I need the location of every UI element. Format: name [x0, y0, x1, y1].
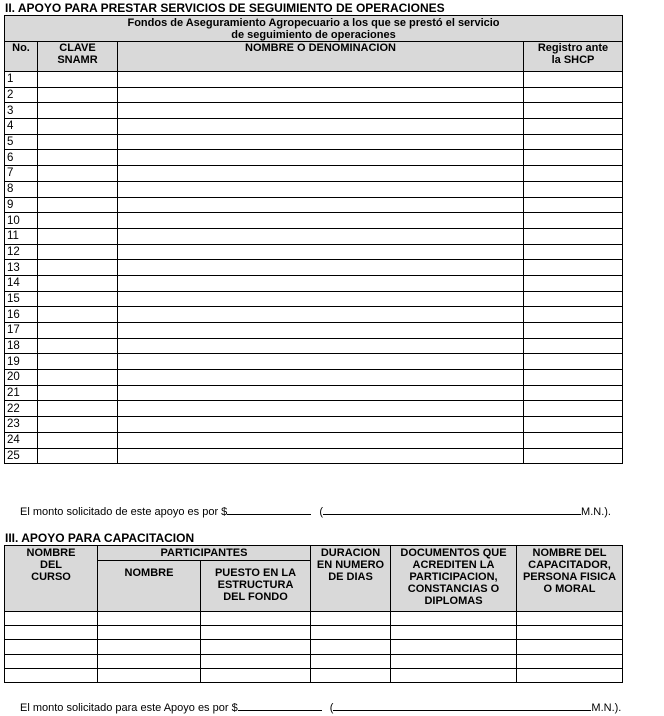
col-participante-nombre: NOMBRE	[98, 561, 201, 612]
documentos-cell[interactable]	[391, 640, 517, 654]
capacitacion-row	[5, 668, 623, 682]
nombre-cell[interactable]	[118, 166, 524, 182]
row-number: 1	[5, 72, 38, 88]
clave-cell[interactable]	[38, 432, 118, 448]
clave-cell[interactable]	[38, 323, 118, 339]
registro-cell[interactable]	[524, 181, 623, 197]
registro-cell[interactable]	[524, 213, 623, 229]
registro-cell[interactable]	[524, 119, 623, 135]
monto-2-suffix: M.N.).	[581, 506, 611, 518]
monto-section-2	[20, 503, 611, 518]
col-no: No.	[5, 42, 38, 72]
nombre-cell[interactable]	[118, 448, 524, 464]
clave-cell[interactable]	[38, 417, 118, 433]
participante-cell[interactable]	[98, 626, 201, 640]
row-number: 14	[5, 275, 38, 291]
clave-cell[interactable]	[38, 401, 118, 417]
fondos-row	[5, 87, 623, 103]
fondos-row	[5, 260, 623, 276]
col-puesto: PUESTO EN LA ESTRUCTURA DEL FONDO	[201, 561, 311, 612]
clave-cell[interactable]	[38, 338, 118, 354]
fondos-row	[5, 307, 623, 323]
participante-cell[interactable]	[98, 640, 201, 654]
curso-cell[interactable]	[5, 626, 98, 640]
nombre-cell[interactable]	[118, 370, 524, 386]
nombre-cell[interactable]	[118, 401, 524, 417]
row-number: 23	[5, 417, 38, 433]
fondos-row	[5, 448, 623, 464]
col-registro: Registro ante la SHCP	[524, 42, 623, 72]
participante-cell[interactable]	[98, 654, 201, 668]
duracion-cell[interactable]	[311, 668, 391, 682]
nombre-cell[interactable]	[118, 87, 524, 103]
fondos-row	[5, 370, 623, 386]
registro-cell[interactable]	[524, 401, 623, 417]
fondos-row	[5, 275, 623, 291]
nombre-cell[interactable]	[118, 119, 524, 135]
puesto-cell[interactable]	[201, 640, 311, 654]
monto-3-prefix: El monto solicitado para este Apoyo es por $	[20, 702, 238, 714]
documentos-cell[interactable]	[391, 668, 517, 682]
col-capacitador: NOMBRE DEL CAPACITADOR, PERSONA FISICA O MORAL	[517, 546, 623, 612]
col-nombre-curso: NOMBRE DEL CURSO	[5, 546, 98, 612]
capacitacion-table	[4, 545, 623, 683]
fondos-row	[5, 150, 623, 166]
fondos-row	[5, 417, 623, 433]
col-documentos: DOCUMENTOS QUE ACREDITEN LA PARTICIPACION, CONSTANCIAS O DIPLOMAS	[391, 546, 517, 612]
registro-cell[interactable]	[524, 370, 623, 386]
row-number: 15	[5, 291, 38, 307]
col-duracion: DURACION EN NUMERO DE DIAS	[311, 546, 391, 612]
nombre-cell[interactable]	[118, 72, 524, 88]
nombre-cell[interactable]	[118, 291, 524, 307]
nombre-cell[interactable]	[118, 338, 524, 354]
monto-3-suffix: M.N.).	[591, 702, 622, 714]
fondos-row	[5, 323, 623, 339]
capacitador-cell[interactable]	[517, 626, 623, 640]
registro-cell[interactable]	[524, 166, 623, 182]
capacitador-cell[interactable]	[517, 668, 623, 682]
fondos-row	[5, 181, 623, 197]
clave-cell[interactable]	[38, 275, 118, 291]
fondos-table	[4, 15, 623, 464]
monto-3-open-paren: (	[329, 702, 334, 714]
capacitacion-row	[5, 612, 623, 626]
documentos-cell[interactable]	[391, 654, 517, 668]
fondos-table-header	[5, 16, 623, 42]
row-number: 24	[5, 432, 38, 448]
row-number: 16	[5, 307, 38, 323]
nombre-cell[interactable]	[118, 260, 524, 276]
row-number: 18	[5, 338, 38, 354]
monto-2-prefix: El monto solicitado de este apoyo es por $	[20, 506, 228, 518]
clave-cell[interactable]	[38, 181, 118, 197]
nombre-cell[interactable]	[118, 197, 524, 213]
monto-3-words-field[interactable]	[333, 699, 591, 711]
row-number: 6	[5, 150, 38, 166]
monto-2-amount-field[interactable]	[227, 503, 311, 515]
row-number: 11	[5, 228, 38, 244]
capacitacion-row	[5, 626, 623, 640]
fondos-row	[5, 72, 623, 88]
curso-cell[interactable]	[5, 612, 98, 626]
nombre-cell[interactable]	[118, 354, 524, 370]
fondos-row	[5, 213, 623, 229]
capacitador-cell[interactable]	[517, 640, 623, 654]
capacitacion-row	[5, 640, 623, 654]
row-number: 22	[5, 401, 38, 417]
nombre-cell[interactable]	[118, 134, 524, 150]
clave-cell[interactable]	[38, 370, 118, 386]
registro-cell[interactable]	[524, 197, 623, 213]
nombre-cell[interactable]	[118, 150, 524, 166]
registro-cell[interactable]	[524, 150, 623, 166]
registro-cell[interactable]	[524, 103, 623, 119]
registro-cell[interactable]	[524, 260, 623, 276]
clave-cell[interactable]	[38, 150, 118, 166]
fondos-row	[5, 119, 623, 135]
clave-cell[interactable]	[38, 213, 118, 229]
row-number: 20	[5, 370, 38, 386]
nombre-cell[interactable]	[118, 323, 524, 339]
fondos-row	[5, 197, 623, 213]
registro-cell[interactable]	[524, 448, 623, 464]
nombre-cell[interactable]	[118, 244, 524, 260]
fondos-row	[5, 338, 623, 354]
fondos-row	[5, 385, 623, 401]
puesto-cell[interactable]	[201, 668, 311, 682]
monto-2-words-field[interactable]	[323, 503, 581, 515]
nombre-cell[interactable]	[118, 181, 524, 197]
registro-cell[interactable]	[524, 72, 623, 88]
monto-2-open-paren: (	[319, 506, 324, 518]
nombre-cell[interactable]	[118, 385, 524, 401]
clave-cell[interactable]	[38, 307, 118, 323]
clave-cell[interactable]	[38, 197, 118, 213]
fondos-row	[5, 432, 623, 448]
nombre-cell[interactable]	[118, 213, 524, 229]
capacitacion-row	[5, 654, 623, 668]
registro-cell[interactable]	[524, 432, 623, 448]
nombre-cell[interactable]	[118, 432, 524, 448]
row-number: 19	[5, 354, 38, 370]
fondos-row	[5, 134, 623, 150]
participante-cell[interactable]	[98, 612, 201, 626]
registro-cell[interactable]	[524, 417, 623, 433]
registro-cell[interactable]	[524, 244, 623, 260]
clave-cell[interactable]	[38, 134, 118, 150]
puesto-cell[interactable]	[201, 654, 311, 668]
row-number: 9	[5, 197, 38, 213]
registro-cell[interactable]	[524, 354, 623, 370]
fondos-row	[5, 244, 623, 260]
clave-cell[interactable]	[38, 228, 118, 244]
puesto-cell[interactable]	[201, 612, 311, 626]
duracion-cell[interactable]	[311, 626, 391, 640]
duracion-cell[interactable]	[311, 612, 391, 626]
documentos-cell[interactable]	[391, 612, 517, 626]
nombre-cell[interactable]	[118, 275, 524, 291]
row-number: 5	[5, 134, 38, 150]
col-nombre: NOMBRE O DENOMINACION	[118, 42, 524, 72]
section-2-title: II. APOYO PARA PRESTAR SERVICIOS DE SEGUIMIENTO DE OPERACIONES	[5, 1, 445, 15]
registro-cell[interactable]	[524, 134, 623, 150]
curso-cell[interactable]	[5, 640, 98, 654]
section-3-title: III. APOYO PARA CAPACITACION	[5, 531, 195, 545]
clave-cell[interactable]	[38, 166, 118, 182]
nombre-cell[interactable]	[118, 417, 524, 433]
clave-cell[interactable]	[38, 354, 118, 370]
row-number: 8	[5, 181, 38, 197]
row-number: 10	[5, 213, 38, 229]
clave-cell[interactable]	[38, 72, 118, 88]
row-number: 21	[5, 385, 38, 401]
row-number: 13	[5, 260, 38, 276]
row-number: 12	[5, 244, 38, 260]
registro-cell[interactable]	[524, 307, 623, 323]
row-number: 25	[5, 448, 38, 464]
puesto-cell[interactable]	[201, 626, 311, 640]
clave-cell[interactable]	[38, 244, 118, 260]
monto-3-amount-field[interactable]	[238, 699, 322, 711]
registro-cell[interactable]	[524, 228, 623, 244]
curso-cell[interactable]	[5, 654, 98, 668]
fondos-header-line1: Fondos de Aseguramiento Agropecuario a los que se prestó el servicio	[127, 17, 500, 29]
nombre-cell[interactable]	[118, 103, 524, 119]
registro-cell[interactable]	[524, 275, 623, 291]
fondos-row	[5, 166, 623, 182]
registro-cell[interactable]	[524, 291, 623, 307]
fondos-header-line2: de seguimiento de operaciones	[231, 29, 396, 41]
registro-cell[interactable]	[524, 323, 623, 339]
documentos-cell[interactable]	[391, 626, 517, 640]
duracion-cell[interactable]	[311, 654, 391, 668]
col-participantes: PARTICIPANTES	[98, 546, 311, 561]
curso-cell[interactable]	[5, 668, 98, 682]
fondos-row	[5, 291, 623, 307]
fondos-row	[5, 103, 623, 119]
registro-cell[interactable]	[524, 385, 623, 401]
nombre-cell[interactable]	[118, 228, 524, 244]
row-number: 7	[5, 166, 38, 182]
row-number: 3	[5, 103, 38, 119]
capacitador-cell[interactable]	[517, 654, 623, 668]
col-clave: CLAVE SNAMR	[38, 42, 118, 72]
registro-cell[interactable]	[524, 338, 623, 354]
row-number: 2	[5, 87, 38, 103]
clave-cell[interactable]	[38, 448, 118, 464]
row-number: 4	[5, 119, 38, 135]
clave-cell[interactable]	[38, 291, 118, 307]
monto-section-3	[20, 699, 621, 714]
nombre-cell[interactable]	[118, 307, 524, 323]
capacitador-cell[interactable]	[517, 612, 623, 626]
participante-cell[interactable]	[98, 668, 201, 682]
fondos-row	[5, 228, 623, 244]
row-number: 17	[5, 323, 38, 339]
clave-cell[interactable]	[38, 87, 118, 103]
fondos-row	[5, 401, 623, 417]
clave-cell[interactable]	[38, 385, 118, 401]
clave-cell[interactable]	[38, 119, 118, 135]
duracion-cell[interactable]	[311, 640, 391, 654]
fondos-row	[5, 354, 623, 370]
clave-cell[interactable]	[38, 103, 118, 119]
registro-cell[interactable]	[524, 87, 623, 103]
clave-cell[interactable]	[38, 260, 118, 276]
